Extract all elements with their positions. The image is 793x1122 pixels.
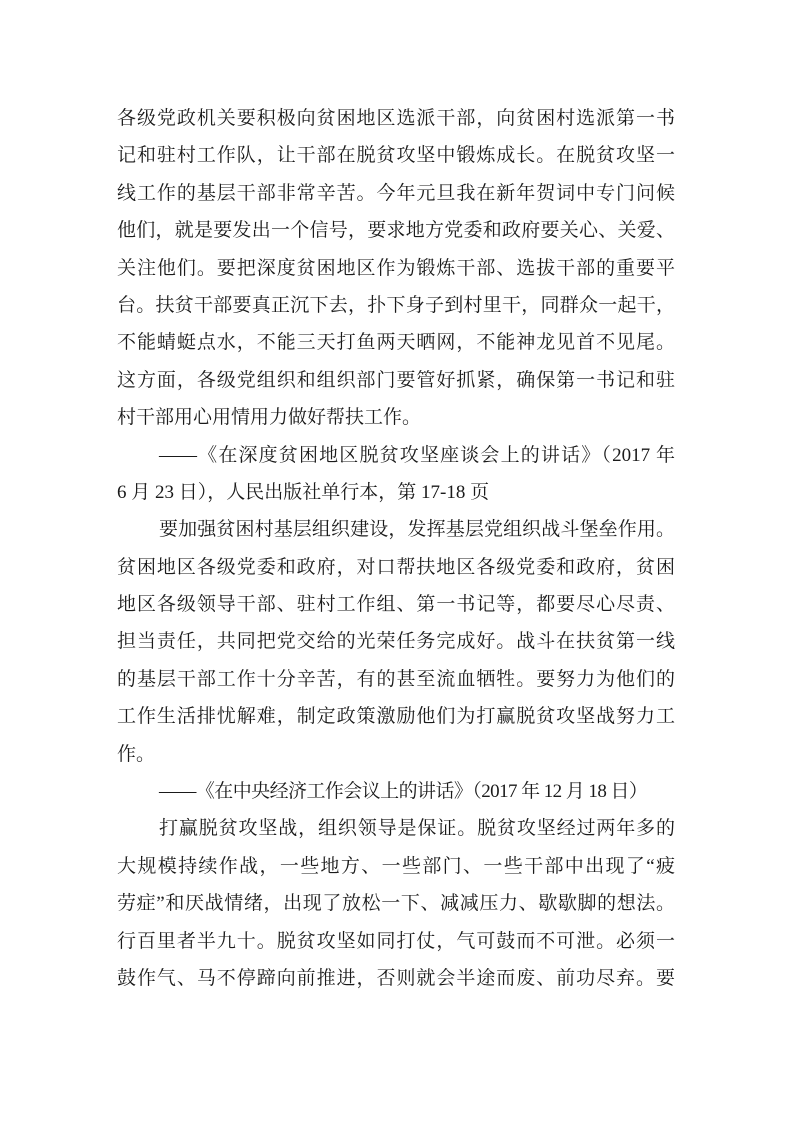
- text-line: 的基层干部工作十分辛苦，有的甚至流血牺牲。要努力为他们的: [117, 668, 675, 690]
- text-line: 关注他们。要把深度贫困地区作为锻炼干部、选拔干部的重要平: [117, 257, 675, 279]
- text-line: 作。: [117, 743, 156, 765]
- text-line: 大规模持续作战，一些地方、一些部门、一些干部中出现了“疲: [117, 855, 675, 877]
- text-line: 这方面，各级党组织和组织部门要管好抓紧，确保第一书记和驻: [117, 369, 675, 391]
- text-line: 鼓作气、马不停蹄向前推进，否则就会半途而废、前功尽弃。要: [117, 967, 675, 989]
- paragraph-body-2: [117, 511, 675, 773]
- text-line: 各级党政机关要积极向贫困地区选派干部，向贫困村选派第一书: [117, 108, 675, 129]
- citation-source-1: [117, 437, 675, 512]
- text-line: 他们，就是要发出一个信号，要求地方党委和政府要关心、关爱、: [117, 220, 675, 242]
- paragraph-body-1: [117, 100, 675, 437]
- text-line: 工作生活排忧解难，制定政策激励他们为打赢脱贫攻坚战努力工: [117, 706, 675, 728]
- text-line: 线工作的基层干部非常辛苦。今年元旦我在新年贺词中专门问候: [117, 182, 675, 204]
- text-line: 打赢脱贫攻坚战，组织领导是保证。脱贫攻坚经过两年多的: [159, 818, 675, 840]
- page-text-block: [117, 100, 675, 997]
- citation-line: 6 月 23 日），人民出版社单行本，第 17-18 页: [117, 481, 490, 503]
- text-line: 要加强贫困村基层组织建设，发挥基层党组织战斗堡垒作用。: [159, 519, 675, 541]
- text-line: 记和驻村工作队，让干部在脱贫攻坚中锻炼成长。在脱贫攻坚一: [117, 145, 675, 167]
- text-line: 不能蜻蜓点水，不能三天打鱼两天晒网，不能神龙见首不见尾。: [117, 332, 675, 354]
- paragraph-body-3: [117, 810, 675, 997]
- text-line: 担当责任，共同把党交给的光荣任务完成好。战斗在扶贫第一线: [117, 631, 675, 653]
- citation-line: ——《在深度贫困地区脱贫攻坚座谈会上的讲话》（2017 年: [159, 444, 675, 466]
- text-line: 行百里者半九十。脱贫攻坚如同打仗，气可鼓而不可泄。必须一: [117, 930, 675, 952]
- text-line: 村干部用心用情用力做好帮扶工作。: [117, 407, 422, 429]
- citation-line: ——《在中央经济工作会议上的讲话》（2017 年 12 月 18 日）: [159, 781, 648, 803]
- text-line: 劳症”和厌战情绪，出现了放松一下、减减压力、歇歇脚的想法。: [117, 893, 675, 915]
- text-line: 贫困地区各级党委和政府，对口帮扶地区各级党委和政府，贫困: [117, 556, 675, 578]
- text-line: 台。扶贫干部要真正沉下去，扑下身子到村里干，同群众一起干，: [117, 294, 675, 316]
- citation-source-2: [117, 773, 675, 810]
- text-line: 地区各级领导干部、驻村工作组、第一书记等，都要尽心尽责、: [117, 594, 675, 616]
